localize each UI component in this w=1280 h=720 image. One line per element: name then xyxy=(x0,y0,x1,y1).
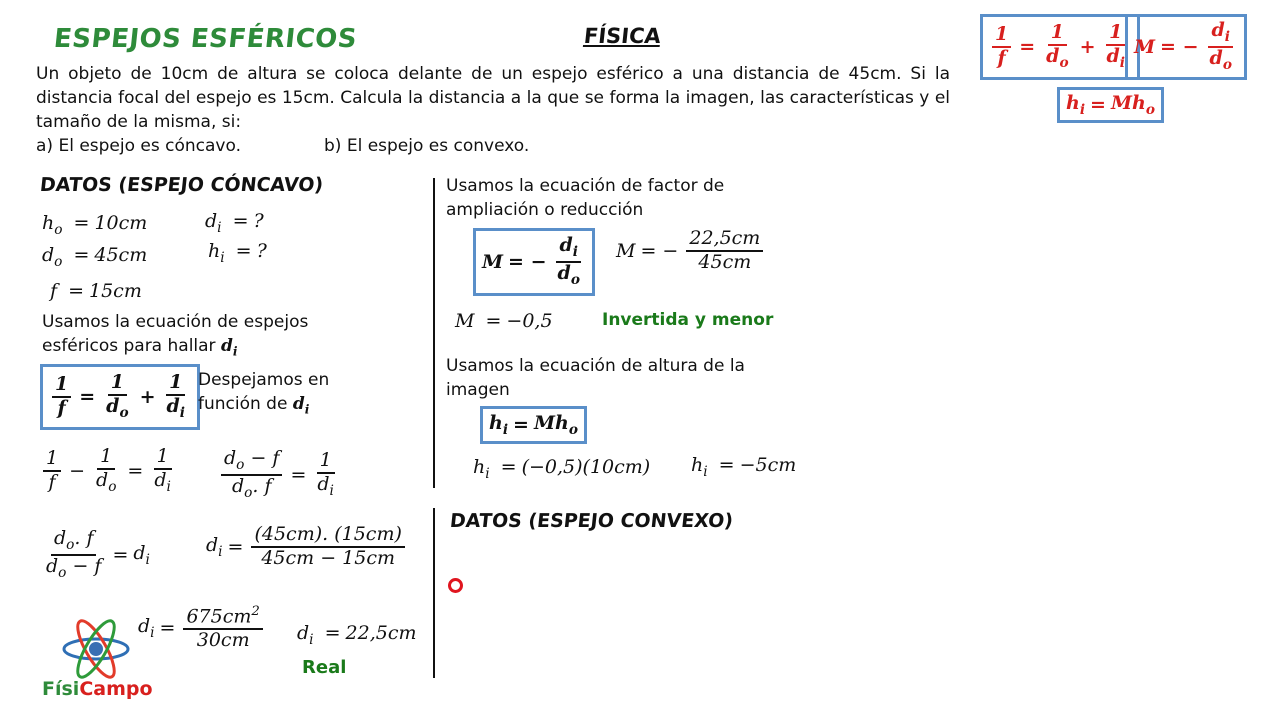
text-solve-line1: Despejamos en xyxy=(198,370,330,390)
problem-statement: Un objeto de 10cm de altura se coloca delante de un espejo esférico a una distancia de 45cm. Si la distancia focal del espejo es 15cm. Calcula la distancia a la que se forma la imagen, las características y el tamaño de la misma, si: xyxy=(36,64,950,132)
label-characteristics: Invertida y menor xyxy=(602,310,774,330)
text-magnification-line2: ampliación o reducción xyxy=(446,200,644,220)
formula-image-height: $h_i$ = $Mh_o$ xyxy=(1057,87,1164,123)
convex-heading: DATOS (ESPEJO CONVEXO) xyxy=(448,510,735,532)
equation-rearranged: $\frac{1}{f}$ − $\frac{1}{d_o}$ = $\frac{1}{d_i}$ xyxy=(40,446,177,495)
brand-name: FísiCampo xyxy=(42,678,153,700)
text-solve-line2: función de $d_i$ xyxy=(198,394,310,417)
equation-di-solved: $\frac{d_o. f}{d_o - f}$ = $d_i$ xyxy=(46,527,150,581)
divider-lower xyxy=(433,508,435,678)
boxed-height-formula: $h_i$ = $Mh_o$ xyxy=(480,406,587,444)
text-height-line2: imagen xyxy=(446,380,510,400)
label-real: Real xyxy=(302,657,347,678)
data-do: $d_o = 45cm$ xyxy=(42,244,148,270)
text-magnification-line1: Usamos la ecuación de factor de xyxy=(446,176,725,196)
result-hi: $h_i = -5cm$ xyxy=(691,454,797,480)
equation-m-substituted: M = − $\frac{22,5cm}{45cm}$ xyxy=(616,228,766,274)
problem-part-a: a) El espejo es cóncavo. xyxy=(36,136,241,156)
result-m: M = −0,5 xyxy=(455,310,553,332)
equation-combined: $\frac{d_o - f}{d_o. f}$ = $\frac{1}{d_i}$ xyxy=(218,448,340,501)
result-di: $d_i = 22,5cm$ xyxy=(297,622,417,648)
equation-hi-substituted: $h_i = (-0,5)(10cm)$ xyxy=(473,456,651,482)
subject-title: FÍSICA xyxy=(582,24,663,48)
atom-logo-icon xyxy=(60,618,132,680)
concave-heading: DATOS (ESPEJO CÓNCAVO) xyxy=(38,174,325,196)
divider-upper xyxy=(433,178,435,488)
equation-di-substituted: $d_i$ = $\frac{(45cm). (15cm)}{45cm - 15cm}$ xyxy=(206,524,408,570)
data-ho: $h_o = 10cm$ xyxy=(42,212,148,238)
formula-mirror-equation: $\frac{1}{f}$ = $\frac{1}{d_o}$ + $\frac{1}{d_i}$ xyxy=(980,14,1140,80)
text-height-line1: Usamos la ecuación de altura de la xyxy=(446,356,745,376)
page-title: ESPEJOS ESFÉRICOS xyxy=(52,24,359,54)
boxed-mirror-equation: $\frac{1}{f}$ = $\frac{1}{d_o}$ + $\frac{1}{d_i}$ xyxy=(40,364,200,430)
text-mirror-eq-line2: esféricos para hallar $d_i$ xyxy=(42,336,238,359)
data-di: $d_i$ = ? xyxy=(205,210,264,236)
data-f: f = 15cm xyxy=(50,280,142,302)
cursor-pointer-icon xyxy=(448,578,463,593)
equation-di-fraction: $d_i$ = $\frac{675cm^2}{30cm}$ xyxy=(138,604,266,652)
text-mirror-eq-line1: Usamos la ecuación de espejos xyxy=(42,312,309,332)
data-hi: $h_i$ = ? xyxy=(208,240,267,266)
formula-magnification: M = − $\frac{d_i}{d_o}$ xyxy=(1125,14,1247,80)
problem-part-b: b) El espejo es convexo. xyxy=(324,136,530,156)
boxed-magnification-formula: M = − $\frac{d_i}{d_o}$ xyxy=(473,228,595,296)
